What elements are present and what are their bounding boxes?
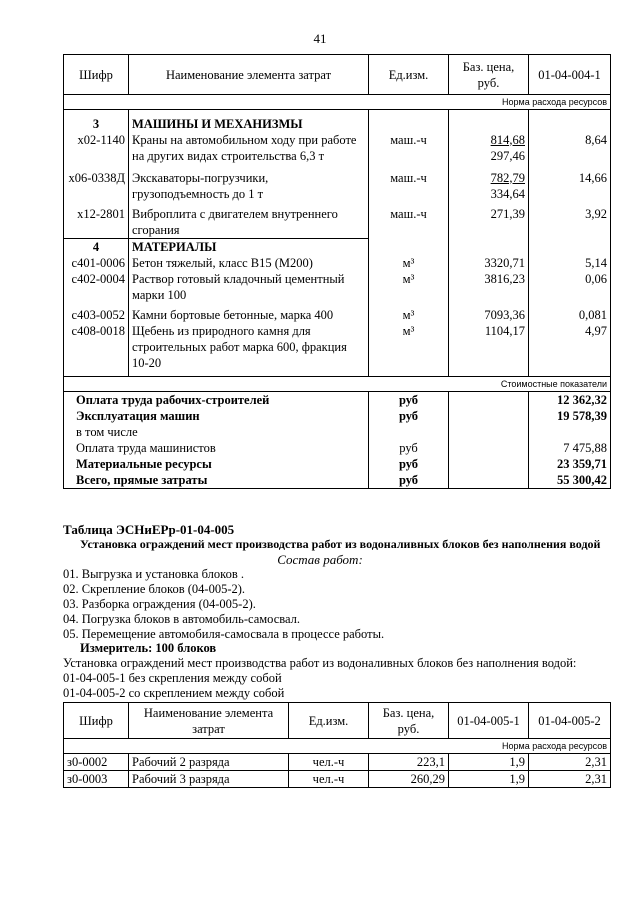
- work-item: 04. Погрузка блоков в автомобиль-самосвал.: [63, 612, 301, 626]
- work-item: 03. Разборка ограждения (04-005-2).: [63, 597, 256, 611]
- measure: Измеритель: 100 блоков: [80, 641, 217, 655]
- header-code: Шифр: [64, 55, 129, 95]
- header-code: Шифр: [64, 703, 129, 739]
- section-title: МАШИНЫ И МЕХАНИЗМЫ: [129, 116, 369, 132]
- work-item: 05. Перемещение автомобиля-самосвала в процессе работы.: [63, 627, 385, 641]
- table-title: Таблица ЭСНиЕРр-01-04-005: [63, 522, 235, 537]
- cost-label: Стоимостные показатели: [64, 377, 611, 392]
- total-row: Эксплуатация машин руб 19 578,39: [64, 408, 611, 424]
- table-row: х12-2801 Виброплита с двигателем внутреннего сгорания маш.-ч 271,39 3,92: [64, 206, 611, 239]
- resource-table-004: [63, 54, 611, 489]
- header-unit: Ед.изм.: [289, 703, 369, 739]
- header-rate-2: 01-04-005-2: [529, 703, 611, 739]
- description: Установка ограждений мест производства работ из водоналивных блоков без наполнения водой:: [63, 656, 577, 670]
- total-row: Материальные ресурсы руб 23 359,71: [64, 456, 611, 472]
- header-name: Наименование элемента затрат: [129, 55, 369, 95]
- section-number: 4: [64, 238, 129, 255]
- norm-label: Норма расхода ресурсов: [64, 739, 611, 754]
- table-row: с401-0006 Бетон тяжелый, класс В15 (М200) м³ 3320,71 5,14: [64, 255, 611, 271]
- description: 01-04-005-2 со скреплением между собой: [63, 686, 285, 700]
- total-row: Оплата труда рабочих-строителей руб 12 362,32: [64, 392, 611, 409]
- header-rate: 01-04-004-1: [529, 55, 611, 95]
- section-number: 3: [64, 116, 129, 132]
- resource-table-005: [63, 702, 611, 788]
- total-row: в том числе: [64, 424, 611, 440]
- work-item: 01. Выгрузка и установка блоков .: [63, 567, 244, 581]
- table-row: с408-0018 Щебень из природного камня для строительных работ марка 600, фракция 10-20 м³ 1104,17 4,97: [64, 323, 611, 371]
- total-row: Оплата труда машинистов руб 7 475,88: [64, 440, 611, 456]
- header-price: Баз. цена, руб.: [449, 55, 529, 95]
- header-rate-1: 01-04-005-1: [449, 703, 529, 739]
- header-price: Баз. цена, руб.: [369, 703, 449, 739]
- table-row: х02-1140 Краны на автомобильном ходу при работе на других видах строительства 6,3 т маш.-ч 814,68 297,46 8,64: [64, 132, 611, 164]
- composition-title: Состав работ:: [277, 552, 363, 567]
- header-unit: Ед.изм.: [369, 55, 449, 95]
- norm-label: Норма расхода ресурсов: [64, 95, 611, 110]
- header-name: Наименование элемента затрат: [129, 703, 289, 739]
- description: 01-04-005-1 без скрепления между собой: [63, 671, 282, 685]
- table-row: з0-0003 Рабочий 3 разряда чел.-ч 260,29 1,9 2,31: [64, 771, 611, 788]
- table-row: с403-0052 Камни бортовые бетонные, марка 400 м³ 7093,36 0,081: [64, 307, 611, 323]
- work-item: 02. Скрепление блоков (04-005-2).: [63, 582, 246, 596]
- page-number: 41: [313, 31, 327, 46]
- table-row: з0-0002 Рабочий 2 разряда чел.-ч 223,1 1,9 2,31: [64, 754, 611, 771]
- section-title: МАТЕРИАЛЫ: [129, 238, 369, 255]
- table-row: х06-0338Д Экскаваторы-погрузчики, грузоподъемность до 1 т маш.-ч 782,79 334,64 14,66: [64, 170, 611, 202]
- total-row: Всего, прямые затраты руб 55 300,42: [64, 472, 611, 489]
- table-row: с402-0004 Раствор готовый кладочный цементный марки 100 м³ 3816,23 0,06: [64, 271, 611, 303]
- table-subtitle: Установка ограждений мест производства работ из водоналивных блоков без наполнения водой: [80, 537, 601, 551]
